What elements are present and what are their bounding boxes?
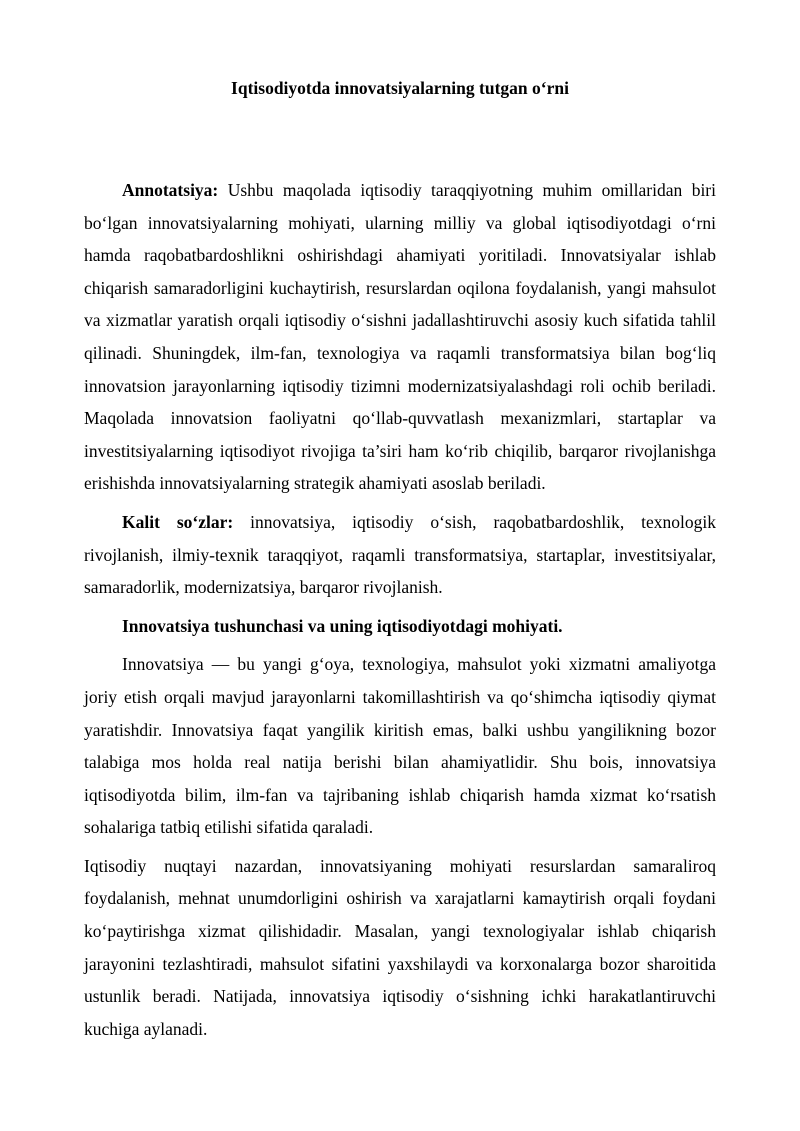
keywords-paragraph — [84, 506, 716, 604]
abstract-paragraph — [84, 174, 716, 500]
body-paragraph-1: Innovatsiya — bu yangi g‘oya, texnologiya, mahsulot yoki xizmatni amaliyotga joriy etish orqali mavjud jarayonlarni takomillashtirish va qo‘shimcha iqtisodiy qiymat yaratishdir. Innovatsiya faqat yangilik kiritish emas, balki ushbu yangilikning bozor talabiga mos holda real natija berishi bilan ahamiyatlidir. Shu bois, innovatsiya iqtisodiyotda bilim, ilm-fan va tajribaning ishlab chiqarish hamda xizmat ko‘rsatish sohalariga tatbiq etilishi sifatida qaraladi. — [84, 654, 716, 838]
abstract-text: Ushbu maqolada iqtisodiy taraqqiyotning muhim omillaridan biri bo‘lgan innovatsiyalarning mohiyati, ularning milliy va global iqtisodiyotdagi o‘rni hamda raqobatbardoshlikni oshirishdagi ahamiyati yoritiladi. Innovatsiyalar ishlab chiqarish samaradorligini kuchaytirish, resurslardan oqilona foydalanish, yangi mahsulot va xizmatlar yaratish orqali iqtisodiy o‘sishni jadallashtiruvchi asosiy kuch sifatida tahlil qilinadi. Shuningdek, ilm-fan, texnologiya va raqamli transformatsiya bilan bog‘liq innovatsion jarayonlarning iqtisodiy tizimni modernizatsiyalashdagi roli ochib beriladi. Maqolada innovatsion faoliyatni qo‘llab-quvvatlash mexanizmlari, startaplar va investitsiyalarning iqtisodiyot rivojiga ta’siri ham ko‘rib chiqilib, barqaror rivojlanishga erishishda innovatsiyalarning strategik ahamiyati asoslab beriladi. — [84, 180, 716, 494]
document-title: Iqtisodiyotda innovatsiyalarning tutgan o‘rni — [231, 78, 569, 98]
keywords-label: Kalit so‘zlar: — [122, 511, 234, 532]
document-body — [84, 174, 716, 1051]
keywords-text: innovatsiya, iqtisodiy o‘sish, raqobatbardoshlik, texnologik rivojlanish, ilmiy-texnik taraqqiyot, raqamli transformatsiya, startaplar, investitsiyalar, samaradorlik, modernizatsiya, barqaror rivojlanish. — [84, 511, 716, 598]
abstract-label: Annotatsiya: — [122, 180, 219, 200]
body-paragraph-2: Iqtisodiy nuqtayi nazardan, innovatsiyaning mohiyati resurslardan samaraliroq foydalanish, mehnat unumdorligini oshirish va xarajatlarni kamaytirish orqali foydani ko‘paytirishga xizmat qilishidadir. Masalan, yangi texnologiyalar ishlab chiqarish jarayonini tezlashtiradi, mahsulot sifatini yaxshilaydi va korxonalarga bozor sharoitida ustunlik beradi. Natijada, innovatsiya iqtisodiy o‘sishning ichki harakatlantiruvchi kuchiga aylanadi. — [84, 855, 716, 1039]
section-heading: Innovatsiya tushunchasi va uning iqtisodiyotdagi mohiyati. — [122, 615, 563, 636]
